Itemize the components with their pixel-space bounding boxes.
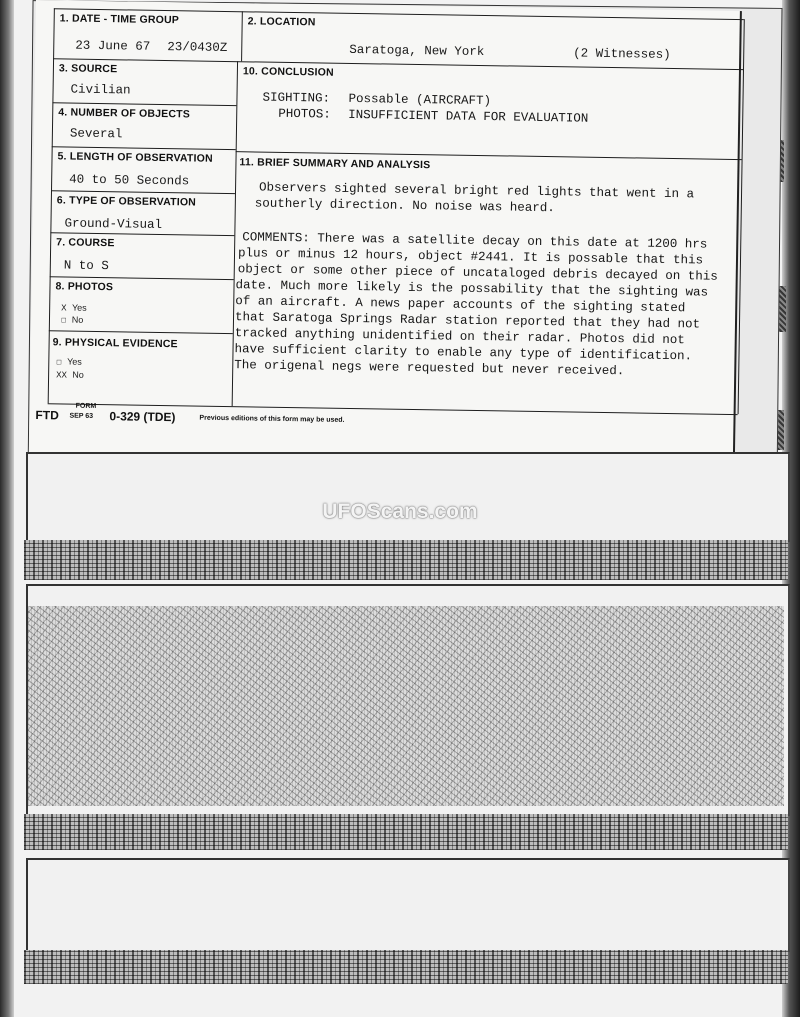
location-label: 2. LOCATION [247,15,316,29]
texture-strip [24,950,788,984]
comments-line: object or some other piece of uncataloged debris decayed on this [237,262,718,284]
form-date: SEP 63 [69,412,94,420]
conclusion-sighting-key: SIGHTING: [262,90,331,106]
length-of-observation-value: 40 to 50 Seconds [69,172,190,189]
physical-evidence-label: 9. PHYSICAL EVIDENCE [52,336,178,351]
texture-strip [24,540,788,580]
summary-line: southerly direction. No noise was heard. [254,196,555,216]
summary-line: Observers sighted several bright red lights that went in a [258,180,695,202]
source-value: Civilian [70,82,131,98]
comments-line: date. Much more likely is the possability that the sighting was [235,278,709,300]
photos-yes-option [61,302,87,313]
number-of-objects-label: 4. NUMBER OF OBJECTS [58,106,191,121]
comments-line: of an aircraft. A news paper accounts of the sighting stated [235,294,686,316]
comments-line: have sufficient clarity to enable any type of identification. [234,342,693,364]
photos-yes-mark: X [61,303,67,314]
physical-evidence-no-mark: XX [56,370,67,381]
conclusion-label: 10. CONCLUSION [242,65,334,79]
comments-line: plus or minus 12 hours, object #2441. It is possable that this [237,246,704,268]
card-edge-bottom [26,858,790,952]
witnesses-value: (2 Witnesses) [573,46,671,62]
number-of-objects-value: Several [69,126,123,142]
project-record-form [29,0,742,481]
form-ftd: FTD [35,408,59,423]
comments-line: that Saratoga Springs Radar station reported that they had not [234,310,701,332]
course-value: N to S [63,258,109,274]
physical-evidence-yes-mark: ☐ [56,357,62,368]
form-word: FORM [75,402,97,410]
conclusion-photos-value: INSUFFICIENT DATA FOR EVALUATION [348,107,589,126]
type-of-observation-value: Ground-Visual [64,216,163,233]
type-of-observation-label: 6. TYPE OF OBSERVATION [56,194,197,209]
physical-evidence-yes-option [56,356,82,367]
photos-no-mark: ☐ [60,315,67,326]
watermark: UFOScans.com [322,500,478,523]
photos-no-text: No [71,314,84,325]
summary-label: 11. BRIEF SUMMARY AND ANALYSIS [239,156,431,172]
course-label: 7. COURSE [56,236,115,250]
photos-label: 8. PHOTOS [55,280,114,294]
date-value: 23 June 67 [75,38,151,54]
photos-yes-text: Yes [71,302,87,313]
form-number: 0-329 (TDE) [109,409,176,425]
card-edge-top [26,452,790,542]
comments-line: The origenal negs were requested but never received. [234,358,625,379]
length-of-observation-label: 5. LENGTH OF OBSERVATION [57,150,213,165]
photos-no-option [61,314,84,325]
noise-texture [28,606,784,806]
date-time-group-label: 1. DATE - TIME GROUP [59,12,180,27]
conclusion-sighting-value: Possable (AIRCRAFT) [348,91,492,109]
comments-line: tracked anything unidentified on their radar. Photos did not [234,326,685,348]
previous-editions-note: Previous editions of this form may be used. [199,414,345,424]
physical-evidence-yes-text: Yes [67,356,82,367]
time-value: 23/0430Z [167,40,228,56]
physical-evidence-no-text: No [72,369,84,380]
source-label: 3. SOURCE [58,62,118,76]
texture-strip [24,814,788,850]
physical-evidence-no-option [56,369,84,380]
location-value: Saratoga, New York [349,42,485,60]
conclusion-photos-key: PHOTOS: [278,106,331,122]
comments-line: COMMENTS: There was a satellite decay on this date at 1200 hrs [242,230,708,252]
